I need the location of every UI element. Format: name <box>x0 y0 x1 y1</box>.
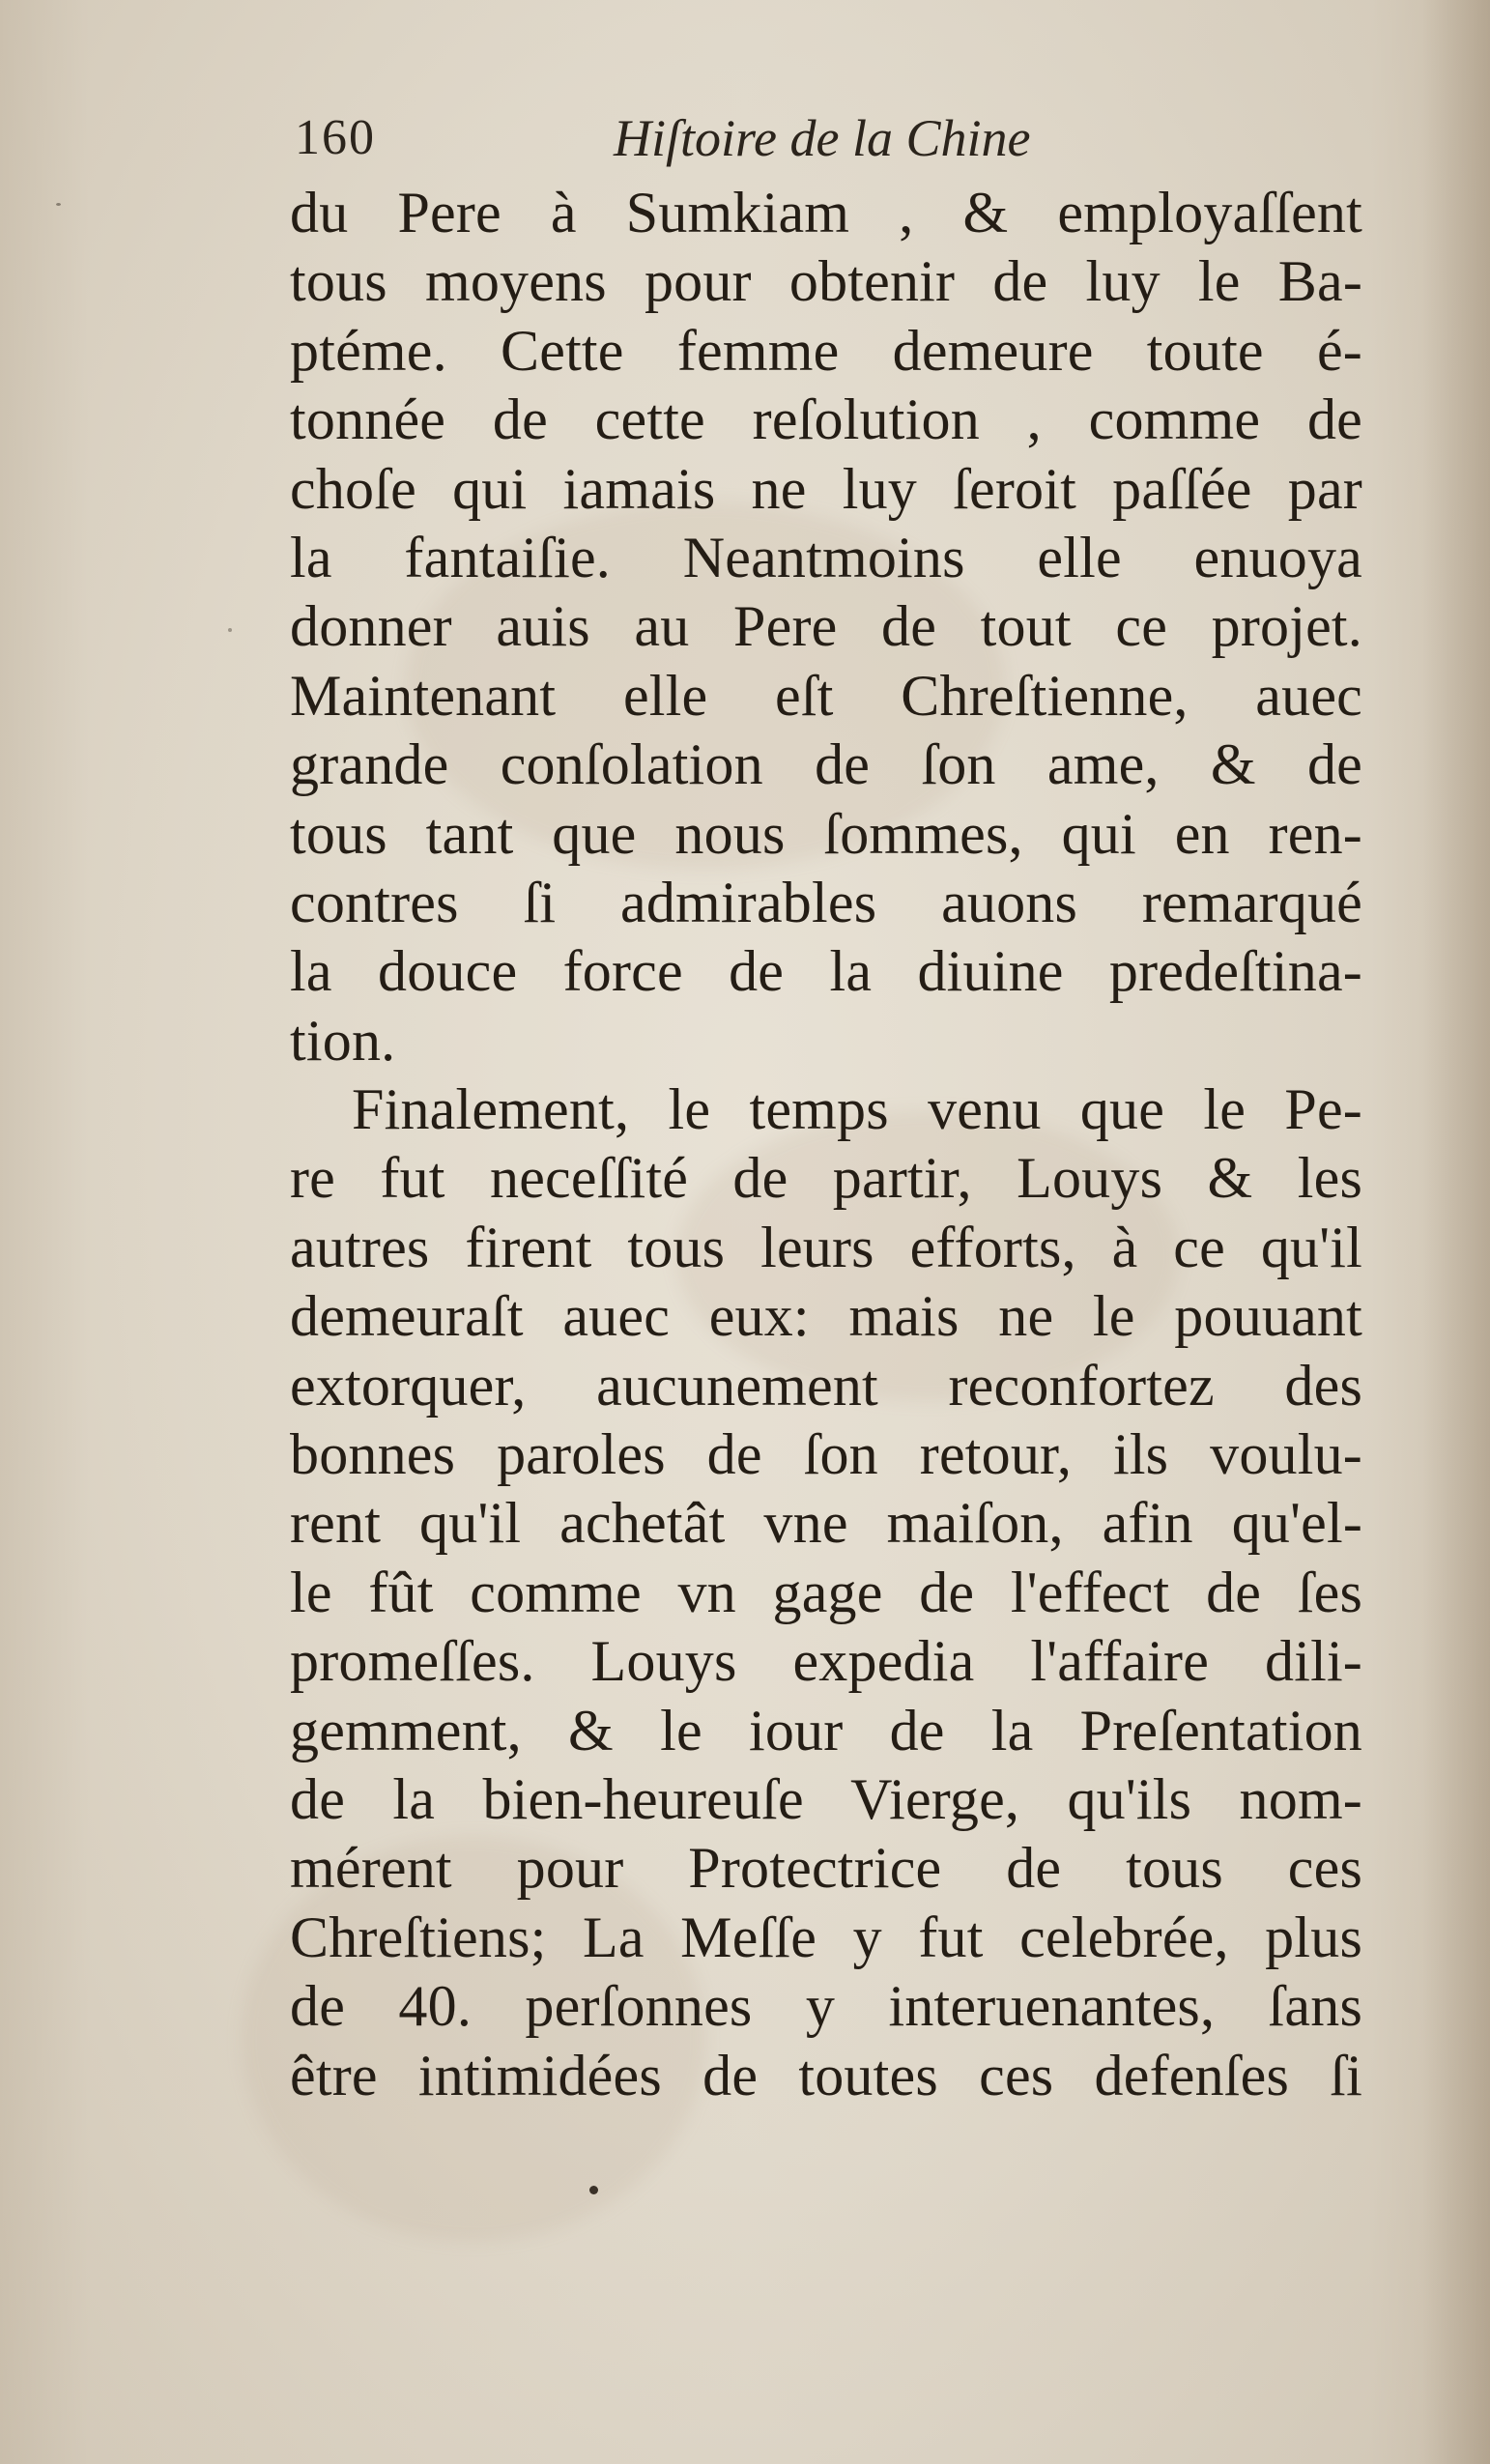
running-head <box>295 104 1358 172</box>
text-line: tion. <box>290 1008 396 1073</box>
text-line: mérent pour Protectrice de tous ces <box>290 1836 1362 1901</box>
text-line: Finalement, le temps venu que le Pe- <box>352 1077 1362 1142</box>
text-line: tous moyens pour obtenir de luy le Ba- <box>290 249 1362 314</box>
text-line: le fût comme vn gage de l'effect de ſes <box>290 1560 1362 1624</box>
text-line: promeſſes. Louys expedia l'affaire dili- <box>290 1629 1362 1694</box>
text-line: choſe qui iamais ne luy ſeroit paſſée par <box>290 456 1362 521</box>
text-line: Maintenant elle eſt Chreſtienne, auec <box>290 663 1362 728</box>
text-line: de la bien-heureuſe Vierge, qu'ils nom- <box>290 1766 1362 1831</box>
text-line: ptéme. Cette femme demeure toute é- <box>290 318 1362 383</box>
text-line: gemment, & le iour de la Preſentation <box>290 1698 1362 1762</box>
text-line: rent qu'il achetât vne maiſon, afin qu'el- <box>290 1491 1362 1556</box>
text-line: tous tant que nous ſommes, qui en ren- <box>290 801 1362 866</box>
text-line: re fut neceſſité de partir, Louys & les <box>290 1146 1362 1211</box>
text-line: demeuraſt auec eux: mais ne le pouuant <box>290 1284 1362 1349</box>
text-line: grande conſolation de ſon ame, & de <box>290 732 1362 797</box>
text-line: être intimidées de toutes ces defenſes ſi <box>290 2043 1362 2107</box>
text-line: tonnée de cette reſolution , comme de <box>290 387 1362 452</box>
text-line: extorquer, aucunement reconfortez des <box>290 1353 1362 1418</box>
ink-speck <box>228 628 232 632</box>
body-text <box>290 179 1362 2110</box>
text-line: Chreſtiens; La Meſſe y fut celebrée, plus <box>290 1905 1362 1969</box>
spine-shadow <box>1422 0 1490 2464</box>
text-line: la fantaiſie. Neantmoins elle enuoya <box>290 525 1362 589</box>
text-line: du Pere à Sumkiam , & employaſſent <box>290 181 1362 244</box>
text-line: de 40. perſonnes y interuenantes, ſans <box>290 1974 1362 2039</box>
running-title: Hiſtoire de la Chine <box>614 109 1031 167</box>
text-line: donner auis au Pere de tout ce projet. <box>290 594 1362 659</box>
text-line: bonnes paroles de ſon retour, ils voulu- <box>290 1422 1362 1487</box>
page-number: 160 <box>295 110 376 165</box>
text-line: la douce force de la diuine predeſtina- <box>290 939 1362 1004</box>
text-line: autres firent tous leurs efforts, à ce qu'il <box>290 1215 1362 1279</box>
ink-speck <box>56 203 61 206</box>
text-line: contres ſi admirables auons remarqué <box>290 870 1362 934</box>
ink-speck <box>589 2186 598 2194</box>
